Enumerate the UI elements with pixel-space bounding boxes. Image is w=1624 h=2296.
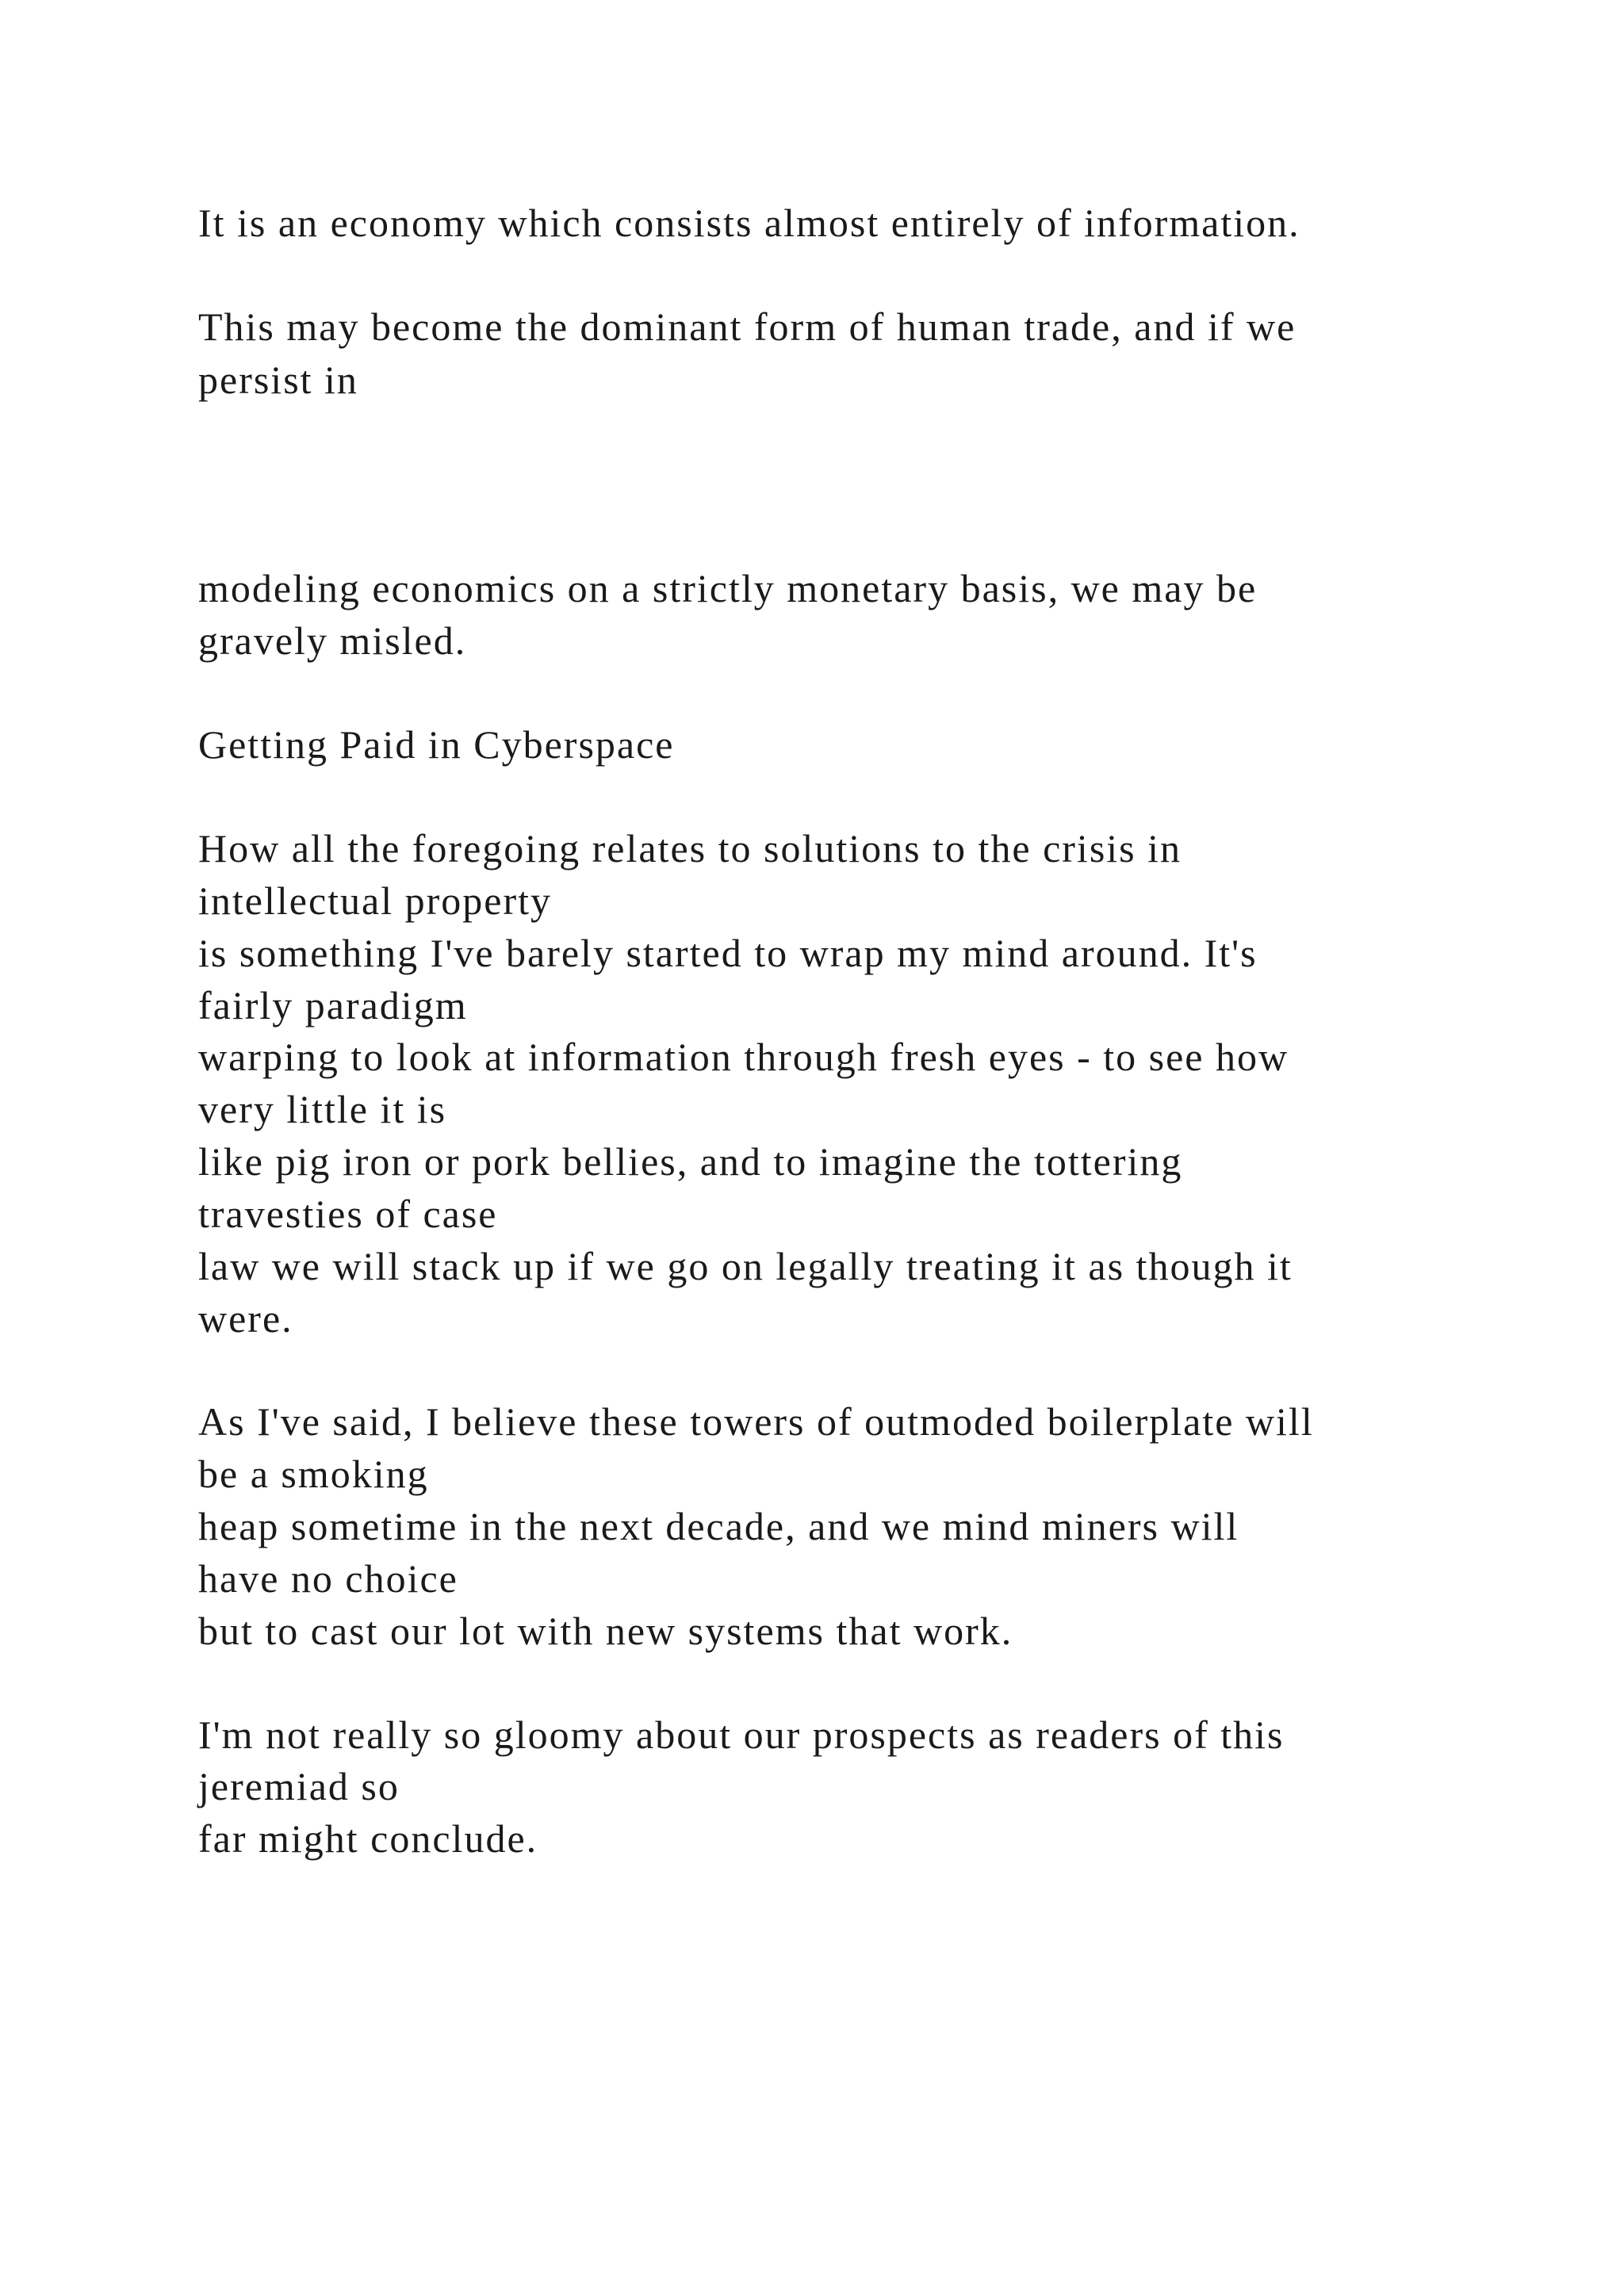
- text-line: It is an economy which consists almost entirely of information.: [198, 201, 1300, 245]
- text-line: far might conclude.: [198, 1816, 538, 1861]
- text-line: This may become the dominant form of human trade, and if we: [198, 304, 1297, 349]
- text-line: be a smoking: [198, 1452, 429, 1496]
- text-line: like pig iron or pork bellies, and to imagine the tottering: [198, 1139, 1183, 1184]
- text-line: fairly paradigm: [198, 983, 468, 1027]
- text-line: travesties of case: [198, 1192, 498, 1236]
- text-line: heap sometime in the next decade, and we mind miners will: [198, 1504, 1239, 1548]
- text-line: How all the foregoing relates to solutions to the crisis in: [198, 826, 1182, 871]
- text-line: have no choice: [198, 1556, 458, 1601]
- text-line: very little it is: [198, 1087, 447, 1131]
- text-line: gravely misled.: [198, 618, 467, 663]
- text-line: jeremiad so: [198, 1764, 400, 1808]
- section-heading: Getting Paid in Cyberspace: [198, 722, 675, 767]
- text-line: I'm not really so gloomy about our prospects as readers of this: [198, 1712, 1285, 1757]
- text-line: modeling economics on a strictly monetary basis, we may be: [198, 566, 1258, 610]
- text-line: were.: [198, 1296, 293, 1341]
- text-line: is something I've barely started to wrap my mind around. It's: [198, 931, 1258, 975]
- text-line: warping to look at information through fresh eyes - to see how: [198, 1035, 1289, 1079]
- text-line: but to cast our lot with new systems that work.: [198, 1609, 1013, 1653]
- text-line: intellectual property: [198, 878, 553, 923]
- text-line: As I've said, I believe these towers of outmoded boilerplate will: [198, 1399, 1314, 1444]
- text-line: persist in: [198, 358, 358, 402]
- text-line: law we will stack up if we go on legally treating it as though it: [198, 1244, 1293, 1288]
